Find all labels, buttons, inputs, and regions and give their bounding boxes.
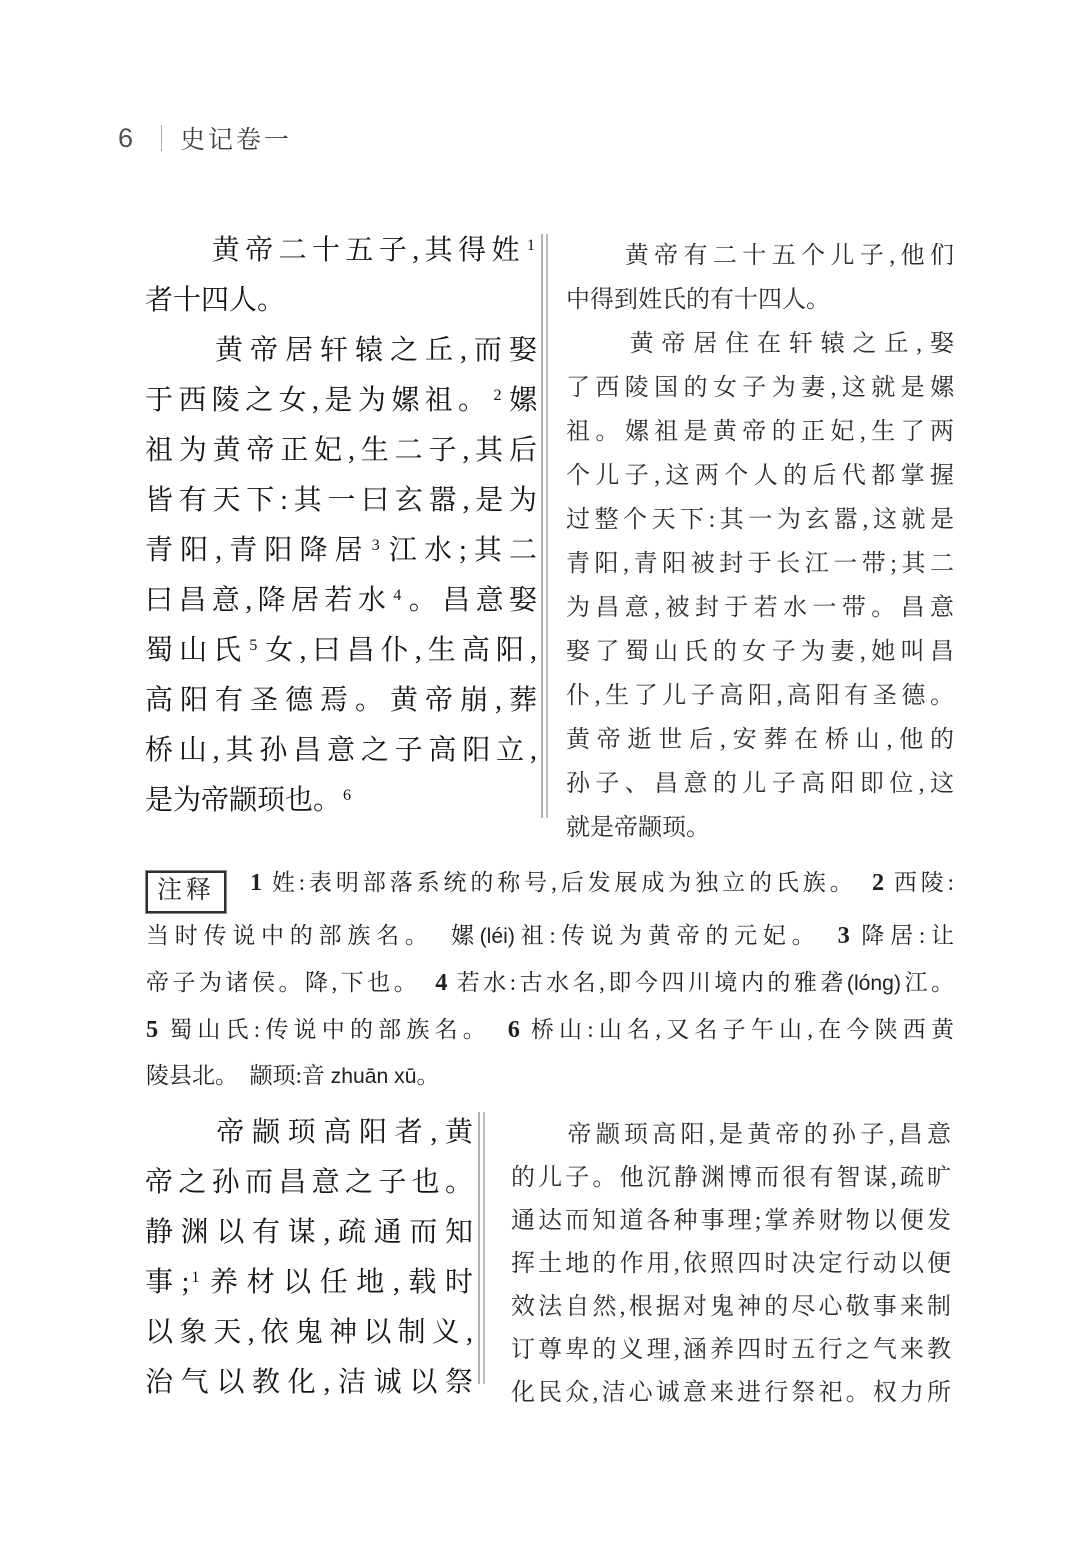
text-line: 青阳,青阳被封于长江一带;其二 (566, 551, 954, 577)
notes-first-line (146, 860, 954, 913)
text-line: 治气以教化,洁诚以祭 (145, 1367, 473, 1398)
text-line: 孙子、昌意的儿子高阳即位,这 (566, 771, 954, 797)
page-header (118, 120, 292, 156)
page-number: 6 (118, 122, 134, 153)
notes-first-line-text: 1 姓:表明部落系统的称号,后发展成为独立的氏族。 2 西陵: (250, 869, 954, 896)
column-divider (478, 1112, 485, 1384)
text-line: 效法自然,根据对鬼神的尽心敬事来制 (511, 1294, 951, 1320)
text-line: 黄帝逝世后,安葬在桥山,他的 (566, 727, 954, 753)
text-line: 静渊以有谋,疏通而知 (145, 1217, 473, 1248)
text-line: 5 蜀山氏:传说中的部族名。 6 桥山:山名,又名子午山,在今陕西黄 (146, 1016, 955, 1043)
text-line: 帝颛顼高阳者,黄 (145, 1117, 473, 1148)
column-divider (541, 234, 548, 818)
text-line: 事; $^1$养材以任地,载时 (145, 1267, 473, 1298)
text-line: 过整个天下:其一为玄嚣,这就是 (566, 507, 954, 533)
text-line: 高阳有圣德焉。黄帝崩,葬 (145, 685, 537, 716)
text-line: 订尊卑的义理,涵养四时五行之气来教 (511, 1337, 951, 1363)
text-line: 是为帝颛顼也。 $^6$ (145, 785, 352, 816)
text-line: 以象天,依鬼神以制义, (145, 1317, 473, 1348)
text-line: 通达而知道各种事理;掌养财物以便发 (511, 1208, 951, 1234)
text-line: 黄帝二十五子,其得姓 $^1$ (145, 235, 535, 266)
text-line: 帝子为诸侯。降,下也。 4 若水:古水名,即今四川境内的雅砻(lóng)江。 (146, 969, 955, 996)
notes-lines (146, 913, 954, 1100)
header-divider (161, 125, 162, 151)
section2-translation-text (511, 1114, 951, 1415)
text-line: 化民众,洁心诚意来进行祭祀。权力所 (511, 1380, 951, 1406)
text-line: 曰昌意,降居若水 $^4$。昌意娶 (145, 585, 537, 616)
text-line: 了西陵国的女子为妻,这就是嫘 (566, 375, 954, 401)
chapter-title: 史记卷一 (180, 127, 293, 154)
text-line: 祖为黄帝正妃,生二子,其后 (145, 435, 537, 466)
text-line: 黄帝有二十五个儿子,他们 (566, 243, 954, 269)
section1-translation-text (566, 234, 954, 850)
text-line: 中得到姓氏的有十四人。 (566, 287, 830, 313)
text-line: 者十四人。 (145, 285, 286, 316)
text-line: 仆,生了儿子高阳,高阳有圣德。 (566, 683, 954, 709)
annotations-block (146, 860, 954, 1100)
text-line: 皆有天下:其一曰玄嚣,是为 (145, 485, 537, 516)
text-line: 为昌意,被封于若水一带。昌意 (566, 595, 954, 621)
text-line: 帝之孙而昌意之子也。 (145, 1167, 473, 1198)
notes-label-box: 注释 (146, 871, 226, 913)
text-line: 帝颛顼高阳,是黄帝的孙子,昌意 (511, 1122, 951, 1148)
text-line: 青阳,青阳降居 $^3$江水;其二 (145, 535, 537, 566)
text-line: 祖。嫘祖是黄帝的正妃,生了两 (566, 419, 954, 445)
text-line: 挥土地的作用,依照四时决定行动以便 (511, 1251, 951, 1277)
text-line: 个儿子,这两个人的后代都掌握 (566, 463, 954, 489)
text-line: 的儿子。他沉静渊博而很有智谋,疏旷 (511, 1165, 951, 1191)
text-line: 娶了蜀山氏的女子为妻,她叫昌 (566, 639, 954, 665)
text-line: 陵县北。 颛顼:音 zhuān xū。 (146, 1063, 440, 1088)
text-line: 于西陵之女,是为嫘祖。 $^2$嫘 (145, 385, 537, 416)
text-line: 黄帝居住在轩辕之丘,娶 (566, 331, 954, 357)
section2-classical-text (145, 1108, 473, 1408)
section1-classical-text (145, 226, 537, 826)
text-line: 当时传说中的部族名。 嫘(léi)祖:传说为黄帝的元妃。 3 降居:让 (146, 922, 955, 949)
text-line: 蜀山氏 $^5$女,曰昌仆,生高阳, (145, 635, 537, 666)
text-line: 桥山,其孙昌意之子高阳立, (145, 735, 537, 766)
text-line: 黄帝居轩辕之丘,而娶 (145, 335, 537, 366)
text-line: 就是帝颛顼。 (566, 815, 710, 841)
